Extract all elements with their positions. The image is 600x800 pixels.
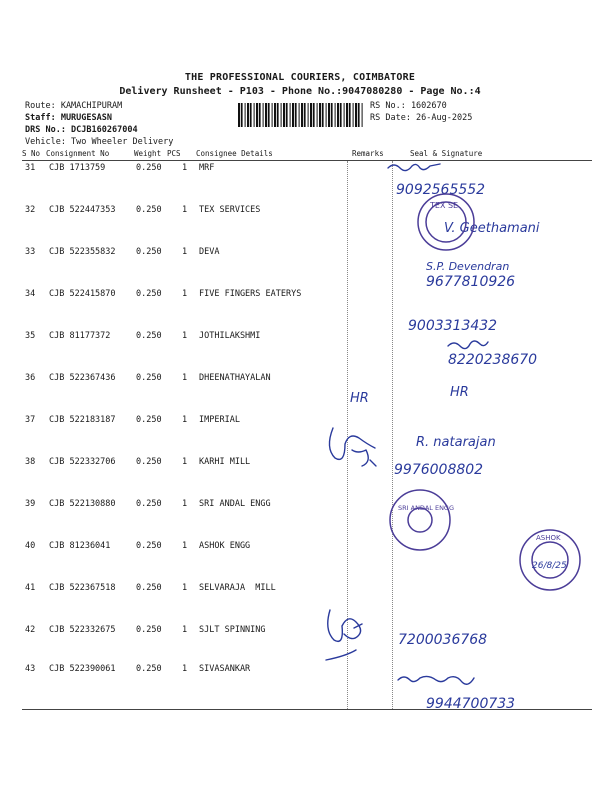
row-consignment: CJB 522447353: [49, 205, 116, 215]
rs-date: RS Date: 26-Aug-2025: [370, 113, 473, 123]
row43-phone-handwritten: 9944700733: [426, 696, 516, 712]
table-row: [0, 163, 600, 205]
row-sno: 33: [25, 247, 36, 257]
header-consignee: Consignee Details: [196, 149, 273, 158]
row-weight: 0.250: [136, 457, 162, 467]
row-pcs: 1: [182, 163, 188, 173]
row33-name-handwritten: S.P. Devendran: [426, 260, 510, 273]
row-consignee: SIVASANKAR: [199, 664, 251, 674]
barcode-bar: [340, 103, 342, 127]
row-consignee: DHEENATHAYALAN: [199, 373, 271, 383]
stamp-andal-text: SRI ANDAL ENGG: [398, 504, 455, 512]
barcode-bar: [281, 103, 282, 127]
row-weight: 0.250: [136, 415, 162, 425]
barcode-bar: [344, 103, 345, 127]
barcode-bar: [268, 103, 270, 127]
barcode-bar: [263, 103, 264, 127]
barcode-bar: [274, 103, 276, 127]
row38-name-handwritten: R. natarajan: [416, 435, 496, 450]
row-consignment: CJB 522130880: [49, 499, 116, 509]
row-pcs: 1: [182, 499, 188, 509]
header-pcs: PCS: [167, 149, 181, 158]
barcode-bar: [349, 103, 351, 127]
runsheet-meta-right: [370, 100, 472, 124]
row-weight: 0.250: [136, 247, 162, 257]
row-sno: 32: [25, 205, 36, 215]
row33-phone-handwritten: 9677810926: [426, 274, 516, 290]
row-pcs: 1: [182, 625, 188, 635]
row-sno: 38: [25, 457, 36, 467]
barcode-bar: [335, 103, 336, 127]
row-sno: 34: [25, 289, 36, 299]
stamp-date-text: 26/8/25: [532, 561, 567, 571]
table-bottom-divider: [22, 709, 592, 710]
barcode-bar: [290, 103, 291, 127]
header-divider: [22, 160, 592, 161]
row-consignment: CJB 522415870: [49, 289, 116, 299]
row-consignee: DEVA: [199, 247, 220, 257]
barcode: [238, 103, 365, 127]
row-sno: 42: [25, 625, 36, 635]
row38-phone-handwritten: 9976008802: [394, 462, 484, 478]
row-consignee: SELVARAJA MILL: [199, 583, 276, 593]
row-consignment: CJB 522355832: [49, 247, 116, 257]
vehicle-text: Vehicle: Two Wheeler Delivery: [25, 137, 174, 147]
barcode-bar: [328, 103, 330, 127]
barcode-bar: [355, 103, 357, 127]
barcode-bar: [241, 103, 243, 127]
row-sno: 41: [25, 583, 36, 593]
barcode-bar: [353, 103, 354, 127]
table-row: [0, 499, 600, 541]
row-sno: 40: [25, 541, 36, 551]
barcode-bar: [313, 103, 315, 127]
row-sno: 36: [25, 373, 36, 383]
barcode-bar: [259, 103, 261, 127]
row-consignee: IMPERIAL: [199, 415, 240, 425]
barcode-bar: [277, 103, 279, 127]
barcode-bar: [317, 103, 318, 127]
barcode-bar: [322, 103, 324, 127]
rs-number: RS No.: 1602670: [370, 101, 447, 111]
barcode-bar: [247, 103, 249, 127]
header-consignment: Consignment No: [46, 149, 110, 158]
barcode-bar: [337, 103, 339, 127]
row32-name-handwritten: V. Geethamani: [444, 221, 540, 236]
staff-text: Staff: MURUGESASN: [25, 113, 112, 123]
header-weight: Weight: [134, 149, 162, 158]
header-remarks: Remarks: [352, 149, 384, 158]
row-consignment: CJB 522332675: [49, 625, 116, 635]
barcode-bar: [295, 103, 297, 127]
row-weight: 0.250: [136, 541, 162, 551]
header-seal: Seal & Signature: [410, 149, 483, 158]
row-pcs: 1: [182, 373, 188, 383]
barcode-bar: [272, 103, 273, 127]
barcode-bar: [299, 103, 300, 127]
row-sno: 31: [25, 163, 36, 173]
barcode-bar: [362, 103, 363, 127]
row-sno: 43: [25, 664, 36, 674]
runsheet-subtitle: Delivery Runsheet - P103 - Phone No.:9047080280 - Page No.:4: [119, 86, 481, 97]
row-weight: 0.250: [136, 289, 162, 299]
company-title: THE PROFESSIONAL COURIERS, COIMBATORE: [184, 72, 416, 83]
row-consignee: KARHI MILL: [199, 457, 251, 467]
row-pcs: 1: [182, 205, 188, 215]
row31-phone-handwritten: 9092565552: [396, 182, 486, 198]
barcode-bar: [245, 103, 246, 127]
row-weight: 0.250: [136, 499, 162, 509]
row34-phone-handwritten: 9003313432: [408, 318, 498, 334]
table-row: [0, 457, 600, 499]
row-consignment: CJB 522332706: [49, 457, 116, 467]
table-row: [0, 541, 600, 583]
row36-phone-handwritten: 8220238670: [448, 352, 538, 368]
barcode-bar: [308, 103, 309, 127]
row-consignee: TEX SERVICES: [199, 205, 261, 215]
row-weight: 0.250: [136, 163, 162, 173]
barcode-bar: [286, 103, 288, 127]
row42-phone-handwritten: 7200036768: [398, 632, 488, 648]
runsheet-meta-left: [25, 100, 173, 148]
row-consignee: JOTHILAKSHMI: [199, 331, 261, 341]
row-sno: 39: [25, 499, 36, 509]
barcode-bar: [326, 103, 327, 127]
row-consignee: FIVE FINGERS EATERYS: [199, 289, 302, 299]
table-row: [0, 583, 600, 625]
row-sno: 37: [25, 415, 36, 425]
row-weight: 0.250: [136, 664, 162, 674]
barcode-bar: [310, 103, 312, 127]
table-row: [0, 247, 600, 289]
barcode-bar: [265, 103, 267, 127]
table-row: [0, 289, 600, 331]
barcode-bar: [292, 103, 294, 127]
row-pcs: 1: [182, 289, 188, 299]
document-header: [0, 72, 600, 97]
row-pcs: 1: [182, 247, 188, 257]
barcode-bar: [331, 103, 333, 127]
row-weight: 0.250: [136, 583, 162, 593]
row37-remark-handwritten: HR: [350, 391, 369, 406]
header-sno: S No: [22, 149, 41, 158]
row-sno: 35: [25, 331, 36, 341]
barcode-bar: [254, 103, 255, 127]
route-text: Route: KAMACHIPURAM: [25, 101, 123, 111]
row-pcs: 1: [182, 541, 188, 551]
row-consignment: CJB 522390061: [49, 664, 116, 674]
row-consignment: CJB 522367436: [49, 373, 116, 383]
row-weight: 0.250: [136, 331, 162, 341]
row-weight: 0.250: [136, 205, 162, 215]
table-row: [0, 415, 600, 457]
table-row: [0, 331, 600, 373]
barcode-bar: [304, 103, 306, 127]
row-consignment: CJB 522367518: [49, 583, 116, 593]
row-consignee: ASHOK ENGG: [199, 541, 251, 551]
row-pcs: 1: [182, 331, 188, 341]
row-consignee: SJLT SPINNING: [199, 625, 266, 635]
barcode-bar: [346, 103, 348, 127]
row-pcs: 1: [182, 664, 188, 674]
row-consignment: CJB 81236041: [49, 541, 111, 551]
row-weight: 0.250: [136, 625, 162, 635]
table-row: [0, 664, 600, 706]
stamp-tex-text: TEX SE: [430, 201, 459, 210]
row-consignment: CJB 522183187: [49, 415, 116, 425]
barcode-bar: [250, 103, 252, 127]
row-consignment: CJB 81177372: [49, 331, 111, 341]
row-pcs: 1: [182, 415, 188, 425]
table-row: [0, 625, 600, 667]
row-consignment: CJB 1713759: [49, 163, 106, 173]
drs-number: DRS No.: DCJB160267004: [25, 125, 138, 135]
table-row: [0, 373, 600, 415]
row-consignee: SRI ANDAL ENGG: [199, 499, 271, 509]
barcode-bar: [301, 103, 303, 127]
barcode-bar: [238, 103, 240, 127]
table-row: [0, 205, 600, 247]
barcode-bar: [319, 103, 321, 127]
row37-sign-handwritten: HR: [450, 385, 469, 400]
stamp-ashok-text: ASHOK: [536, 534, 561, 542]
barcode-bar: [358, 103, 360, 127]
barcode-bar: [283, 103, 285, 127]
row-weight: 0.250: [136, 373, 162, 383]
row-consignee: MRF: [199, 163, 215, 173]
barcode-bar: [256, 103, 258, 127]
row-pcs: 1: [182, 583, 188, 593]
row-pcs: 1: [182, 457, 188, 467]
